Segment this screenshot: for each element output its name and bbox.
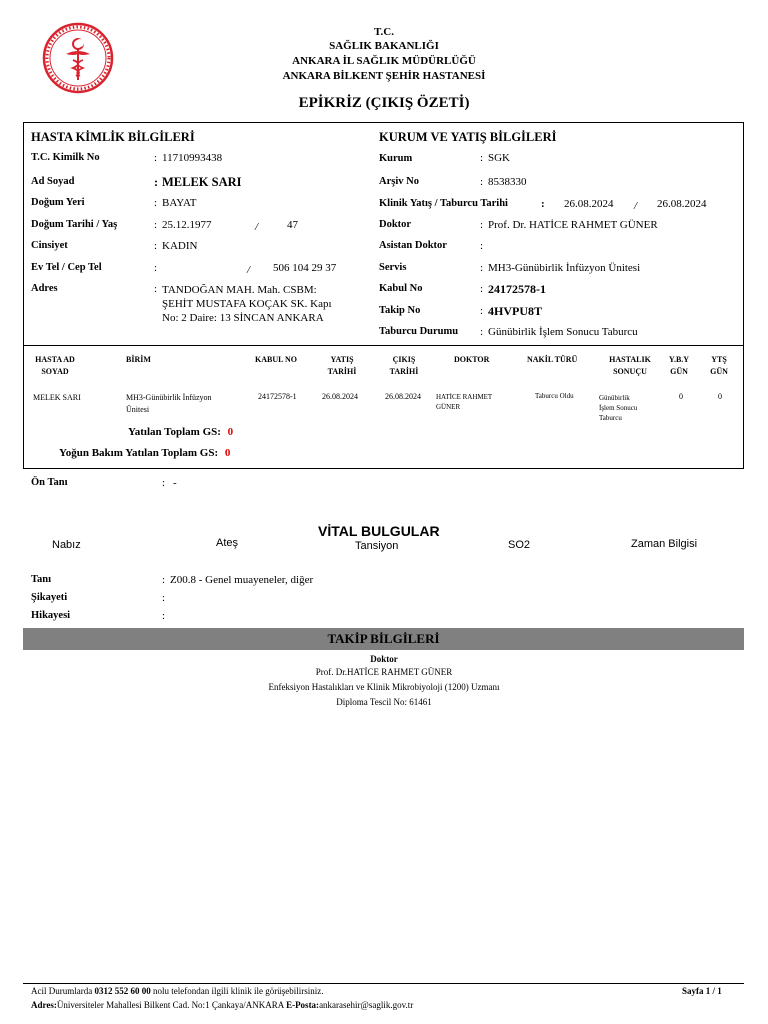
colon: : [480, 219, 484, 231]
colon: : [480, 283, 484, 295]
address-line: TANDOĞAN MAH. Mah. CSBM: [162, 284, 317, 296]
th-yby: Y.B.Y GÜN [668, 355, 690, 376]
total-gs-label: Yatılan Toplam GS: [128, 426, 221, 438]
vital-ates: Ateş [216, 537, 239, 549]
colon: : [480, 326, 484, 338]
td-doktor: HATİCE RAHMET GÜNER [436, 393, 493, 411]
total-gs [128, 426, 233, 438]
th-nakil: NAKİL TÜRÜ [527, 355, 578, 364]
td-yatis: 26.08.2024 [322, 392, 358, 401]
colon: : [154, 262, 158, 274]
takip-doctor-name: Prof. Dr.HATİCE RAHMET GÜNER [315, 667, 453, 677]
vitals-title: VİTAL BULGULAR [318, 523, 440, 539]
gender-label: Cinsiyet [31, 240, 68, 251]
tc-value: 11710993438 [162, 152, 223, 164]
icu-gs [59, 447, 230, 459]
footer-emergency: Acil Durumlarda 0312 552 60 00 nolu telefondan ilgili klinik ile görüşebilirsiniz. [31, 986, 324, 996]
th-birim: BİRİM [126, 355, 151, 364]
colon: : [154, 152, 158, 164]
institution-section-title: KURUM VE YATIŞ BİLGİLERİ [379, 130, 557, 144]
name-label: Ad Soyad [31, 176, 75, 187]
takip-label: Takip No [379, 305, 421, 316]
cell-phone-value: 506 104 29 37 [273, 262, 337, 274]
tani-label: Tanı [31, 574, 52, 585]
td-kabul: 24172578-1 [258, 392, 297, 401]
colon: : [541, 198, 545, 210]
colon: : [162, 610, 166, 622]
doktor-value: Prof. Dr. HATİCE RAHMET GÜNER [488, 219, 658, 231]
document-title: EPİKRİZ (ÇIKIŞ ÖZETİ) [298, 95, 470, 111]
sikayet-label: Şikayeti [31, 592, 68, 603]
td-nakil: Taburcu Oldu [535, 392, 574, 400]
kabul-value: 24172578-1 [488, 282, 546, 296]
colon: : [162, 477, 166, 489]
emergency-phone: 0312 552 60 00 [94, 986, 151, 996]
birthplace-label: Doğum Yeri [31, 197, 85, 208]
servis-value: MH3-Günübirlik İnfüzyon Ünitesi [488, 262, 641, 274]
takip-header: TAKİP BİLGİLERİ [23, 628, 744, 650]
header-directorate: ANKARA İL SAĞLIK MÜDÜRLÜĞÜ [292, 55, 476, 67]
total-gs-value: 0 [227, 426, 234, 438]
arsiv-label: Arşiv No [379, 176, 419, 187]
icu-gs-value: 0 [224, 447, 231, 459]
takip-department: Enfeksiyon Hastalıkları ve Klinik Mikrobiyoloji (1200) Uzmanı [268, 682, 500, 692]
colon: : [480, 152, 484, 164]
hikaye-label: Hikayesi [31, 610, 71, 621]
name-value: MELEK SARI [162, 175, 242, 189]
colon: : [154, 283, 158, 295]
page-number: Sayfa 1 / 1 [682, 986, 722, 996]
header-ministry: SAĞLIK BAKANLIĞI [329, 40, 439, 52]
servis-label: Servis [379, 262, 407, 273]
age-value: 47 [287, 219, 298, 231]
colon: : [154, 197, 158, 209]
durum-label: Taburcu Durumu [379, 326, 459, 337]
header-tc: T.C. [374, 26, 394, 38]
th-doktor: DOKTOR [454, 355, 490, 364]
tani-value: Z00.8 - Genel muayeneler, diğer [170, 574, 314, 586]
td-cikis: 26.08.2024 [385, 392, 421, 401]
klinik-label: Klinik Yatış / Taburcu Tarihi [379, 198, 508, 209]
durum-value: Günübirlik İşlem Sonucu Taburcu [488, 326, 638, 338]
footer-email: ankarasehir@saglik.gov.tr [319, 1000, 414, 1010]
th-yatis: YATIŞ TARİHİ [327, 355, 357, 376]
slash: / [634, 200, 638, 212]
on-tani-value: - [173, 477, 177, 489]
tc-label: T.C. Kimilk No [31, 152, 100, 163]
kabul-label: Kabul No [379, 283, 423, 294]
colon: : [154, 240, 158, 252]
takip-diploma: Diploma Tescil No: 61461 [336, 697, 432, 707]
arsiv-value: 8538330 [488, 176, 527, 188]
yatis-date-value: 26.08.2024 [564, 198, 614, 210]
on-tani-label: Ön Tanı [31, 477, 68, 488]
th-hasta: HASTA AD SOYAD [35, 355, 75, 376]
slash: / [247, 264, 251, 276]
colon: : [480, 305, 484, 317]
birthdate-label: Doğum Tarihi / Yaş [31, 219, 118, 230]
footer-divider [23, 983, 744, 984]
th-hastalik: HASTALIK SONUÇU [609, 355, 651, 376]
colon: : [480, 176, 484, 188]
colon: : [162, 592, 166, 604]
footer-address: Adres:Üniversiteler Mahallesi Bilkent Cad. No:1 Çankaya/ANKARA E-Posta:ankarasehir@saglik.gov.tr [31, 1000, 414, 1010]
asistan-label: Asistan Doktor [379, 240, 447, 251]
birthplace-value: BAYAT [162, 197, 197, 209]
th-yts: YTŞ GÜN [710, 355, 728, 376]
header-hospital: ANKARA BİLKENT ŞEHİR HASTANESİ [282, 70, 486, 82]
colon: : [162, 574, 166, 586]
box-divider [24, 345, 743, 346]
icu-gs-label: Yoğun Bakım Yatılan Toplam GS: [59, 447, 219, 459]
td-yby: 0 [679, 392, 683, 401]
birthdate-value: 25.12.1977 [162, 219, 212, 231]
kurum-label: Kurum [379, 153, 413, 164]
td-sonuc: Günübirlik İşlem Sonucu Taburcu [599, 394, 638, 422]
address-value [162, 283, 332, 325]
td-yts: 0 [718, 392, 722, 401]
colon: : [480, 262, 484, 274]
address-line: No: 2 Daire: 13 SİNCAN ANKARA [162, 312, 324, 324]
taburcu-date-value: 26.08.2024 [657, 198, 707, 210]
vital-zaman: Zaman Bilgisi [631, 538, 698, 550]
patient-section-title: HASTA KİMLİK BİLGİLERİ [31, 130, 195, 144]
vital-tansiyon: Tansiyon [355, 540, 399, 552]
slash: / [255, 221, 259, 233]
gender-value: KADIN [162, 240, 198, 252]
address-line: ŞEHİT MUSTAFA KOÇAK SK. Kapı [162, 298, 332, 310]
kurum-value: SGK [488, 152, 511, 164]
colon: : [154, 219, 158, 231]
address-label: Adres [31, 283, 58, 294]
vital-so2: SO2 [508, 539, 531, 551]
th-kabul: KABUL NO [255, 355, 298, 364]
colon: : [154, 175, 158, 189]
takip-role: Doktor [370, 654, 398, 664]
doktor-label: Doktor [379, 219, 412, 230]
td-birim: MH3-Günübirlik İnfüzyon Ünitesi [126, 393, 212, 414]
phone-label: Ev Tel / Cep Tel [31, 262, 102, 273]
th-cikis: ÇIKIŞ TARİHİ [389, 355, 419, 376]
takip-value: 4HVPU8T [488, 304, 542, 318]
td-hasta: MELEK SARI [33, 393, 81, 402]
vital-nabiz: Nabız [52, 539, 81, 551]
colon: : [480, 240, 484, 252]
